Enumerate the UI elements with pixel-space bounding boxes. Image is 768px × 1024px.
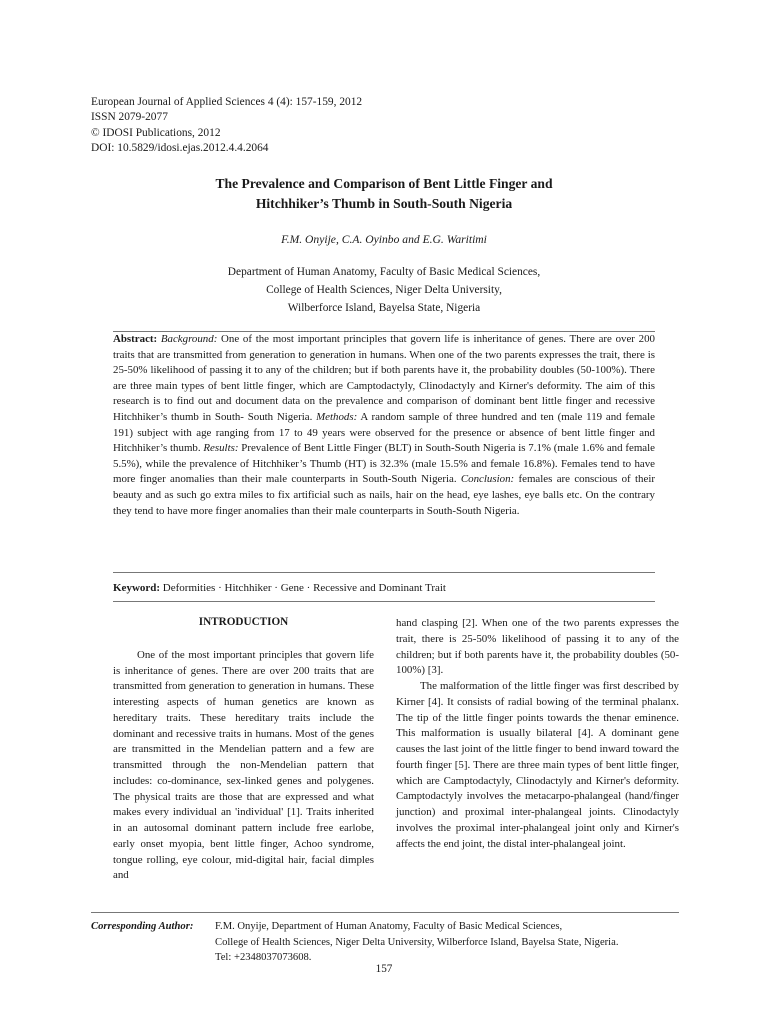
body-column-left [113, 615, 374, 884]
journal-doi: DOI: 10.5829/idosi.ejas.2012.4.4.2064 [91, 141, 269, 154]
section-heading-introduction: INTRODUCTION [198, 616, 289, 628]
abstract [113, 332, 655, 519]
corresponding-author-details [215, 919, 768, 966]
affiliation [0, 263, 768, 317]
footnote-rule [91, 912, 679, 913]
corresponding-line-2: College of Health Sciences, Niger Delta University, Wilberforce Island, Bayelsa State, Nigeria. [215, 936, 619, 948]
body-column-right [396, 616, 679, 852]
intro-paragraph-continued: hand clasping [2]. When one of the two parents expresses the trait, there is 25-50% likelihood of passing it to any of the children; but if both parents have it, the probability doubles (50-100%) [3]. [396, 617, 679, 677]
keywords-text: Deformities · Hitchhiker · Gene · Recessive and Dominant Trait [160, 582, 446, 594]
corresponding-author-label: Corresponding Author: [91, 921, 194, 932]
title-line-1: The Prevalence and Comparison of Bent Little Finger and [215, 176, 553, 191]
abstract-bottom-rule [113, 572, 655, 573]
keywords [113, 582, 655, 594]
affiliation-line-1: Department of Human Anatomy, Faculty of Basic Medical Sciences, [227, 266, 541, 278]
background-label: Background: [160, 333, 218, 345]
intro-paragraph-2: The malformation of the little finger was first described by Kirner [4]. It consists of radial bowing of the terminal phalanx. The tip of the little finger points towards the thenar eminence. This malformation is usually bilateral [4]. A dominant gene causes the last joint of the little finger to bend inward toward the fourth finger [5]. There are three main types of bent little finger, which are Camptodactyly, Clinodactyly and Kirner's deformity. Camptodactyly involves the metacarpo-phalangeal (hand/finger junction) and proximal inter-phalangeal joints. Clinodactyly involves the proximal inter-phalangeal joint only and Kirner's affects the end joint, the distal inter-phalangeal joint. [396, 680, 679, 850]
title-line-2: Hitchhiker’s Thumb in South-South Nigeria [255, 196, 513, 211]
conclusion-label: Conclusion: [460, 473, 515, 486]
background-text: One of the most important principles that govern life is inheritance of genes. There are over 200 traits that are transmitted from generation to generation in humans. When one of the two parents expresses the trait, there is 25-50% likelihood of passing it to any of the children; but if both parents have it, the probability doubles (50-100%). There are three main types of bent little finger, which are Camptodactyly, Clinodactyly and Kirner's deformity. The aim of this research is to find out and document data on the prevalence and comparison of dominant bent little finger and recessive Hitchhiker’s thumb in South- South Nigeria. [113, 333, 655, 423]
paper-title [0, 174, 768, 214]
keywords-label: Keyword: [113, 582, 161, 594]
page-number: 157 [375, 963, 393, 975]
affiliation-line-3: Wilberforce Island, Bayelsa State, Nigeria [287, 302, 481, 314]
journal-citation: European Journal of Applied Sciences 4 (4): 157-159, 2012 [91, 96, 363, 108]
journal-copyright: © IDOSI Publications, 2012 [91, 126, 221, 139]
journal-issn: ISSN 2079-2077 [91, 111, 168, 124]
results-label: Results: [203, 442, 239, 455]
affiliation-line-2: College of Health Sciences, Niger Delta University, [266, 284, 502, 296]
conclusion-text: females are conscious of their beauty and as such go extra miles to fix artificial such as nails, hair on the head, eye lashes, eye balls etc. On the contrary they tend to have more finger anomalies than their male counterparts in South-South Nigeria. [113, 473, 655, 517]
corresponding-line-3: Tel: +2348037073608. [215, 952, 312, 963]
author-list: F.M. Onyije, C.A. Oyinbo and E.G. Waritimi [281, 233, 487, 246]
intro-paragraph-1: One of the most important principles that govern life is inheritance of genes. There are over 200 traits that are transmitted from generation to generation in humans. These interesting aspects of human genetics are known as hereditary traits. These hereditary traits include the dominant and recessive traits in humans. Most of the genes are transmitted in the Mendelian pattern and a few are transmitted through the non-Mendelian pattern that includes: co-dominance, sex-linked genes and polygenes. The physical traits are those that are expressed and what makes every individual an 'individual' [1]. Traits inherited in an autosomal dominant pattern include free earlobe, early onset myopia, bent little finger, Achoo syndrome, tongue rolling, eye colour, mid-digital hair, facial dimples and [113, 648, 374, 882]
abstract-label: Abstract: [113, 333, 158, 345]
methods-label: Methods: [316, 410, 358, 423]
journal-metadata [91, 95, 362, 156]
methods-text: A random sample of three hundred and ten (male 119 and female 191) subject with age ranging from 17 to 49 years were observed for the presence or absence of bent little finger and Hitchhiker’s thumb. [113, 410, 655, 455]
keywords-rule [113, 601, 655, 602]
results-text: Prevalence of Bent Little Finger (BLT) in South-South Nigeria is 7.1% (male 1.6% and female 5.5%), while the prevalence of Hitchhiker’s Thumb (HT) is 32.3% (male 15.5% and female 16.8%). Females tend to have more finger anomalies than their male counterparts in South-South Nigeria. [113, 442, 655, 486]
corresponding-line-1: F.M. Onyije, Department of Human Anatomy, Faculty of Basic Medical Sciences, [215, 921, 563, 932]
